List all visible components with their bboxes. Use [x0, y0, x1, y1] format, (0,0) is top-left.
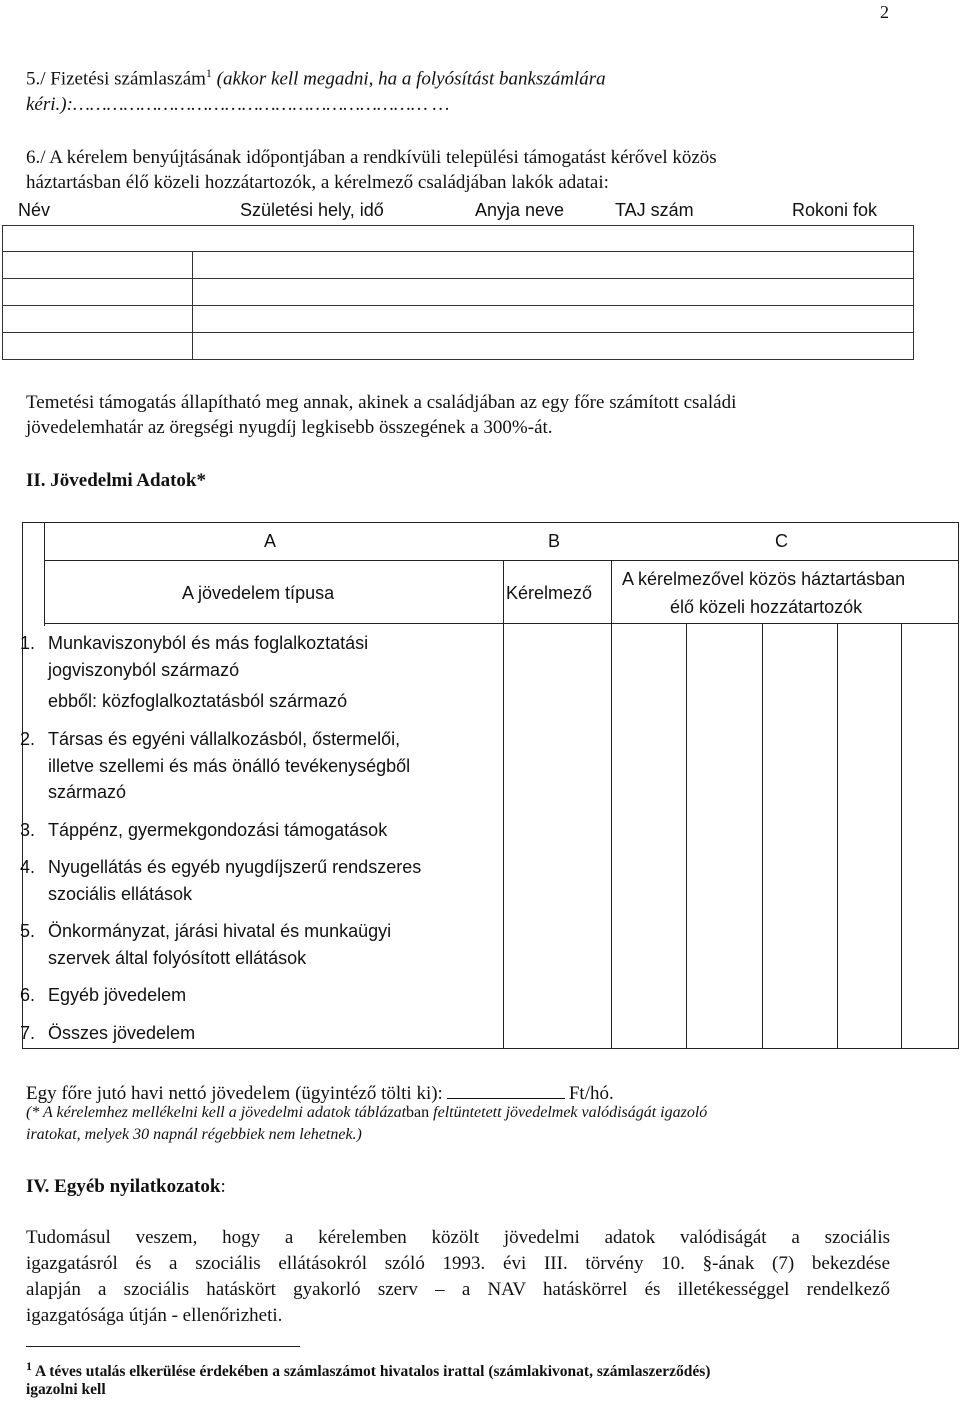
member-row[interactable] — [2, 225, 914, 252]
item5-line2: kéri.):……………………………………………………… … — [26, 94, 450, 115]
row-1-num: 1. — [20, 633, 36, 653]
member-cell[interactable] — [2, 332, 193, 360]
header-szuletesi: Születési hely, idő — [240, 200, 384, 220]
row-1-line2: jogviszonyból származó — [48, 660, 240, 680]
note-part3: feltüntetett jövedelmek valódiságát igazoló — [429, 1104, 708, 1121]
section4-title-line — [26, 1176, 226, 1198]
footnote-line1 — [26, 1359, 710, 1381]
row-1-line1: Munkaviszonyból és más foglalkoztatási — [48, 633, 369, 653]
temetesi-line1: Temetési támogatás állapítható meg annak, akinek a családjában az egy főre számított családi — [26, 392, 737, 413]
note-line2: iratokat, melyek 30 napnál régebbiek nem lehetnek.) — [26, 1126, 362, 1143]
footnote-separator — [26, 1346, 300, 1347]
footnote-ref: 1 — [205, 66, 212, 80]
footnote-line2: igazolni kell — [26, 1381, 106, 1398]
member-cell[interactable] — [2, 278, 193, 306]
col-c-header-2: élő közeli hozzátartozók — [670, 597, 863, 617]
row-2-line3: származó — [48, 782, 127, 802]
row-5-line2: szervek által folyósított ellátások — [48, 948, 307, 968]
per-capita-blank[interactable] — [447, 1080, 565, 1099]
section4-line2: igazgatásról és a szociális ellátásokról szóló 1993. évi III. törvény 10. §-ának (7) bekezdése — [26, 1253, 890, 1274]
col-letter-c: C — [775, 531, 788, 551]
note-part1: (* A kérelemhez mellékelni kell a jövedelmi adatok táblázat — [26, 1104, 407, 1121]
header-nev: Név — [18, 200, 51, 220]
member-cell[interactable] — [192, 305, 914, 333]
page-number: 2 — [880, 2, 889, 22]
row-3-line1: Táppénz, gyermekgondozási támogatások — [48, 820, 388, 840]
section4-colon: : — [220, 1176, 226, 1197]
section4-line3: alapján a szociális hatáskört gyakorló szerv – a NAV hatáskörrel és illetékességgel rendelkező — [26, 1279, 890, 1300]
section4-line4: igazgatósága útján - ellenőrizheti. — [26, 1305, 283, 1326]
row-5-line1: Önkormányzat, járási hivatal és munkaügyi — [48, 921, 392, 941]
row-7-num: 7. — [20, 1023, 36, 1043]
row-4-num: 4. — [20, 857, 36, 877]
row-6-num: 6. — [20, 985, 36, 1005]
item5-italic: (akkor kell megadni, ha a folyósítást bankszámlára — [211, 68, 606, 90]
row-1-line3: ebből: közfoglalkoztatásból származó — [48, 691, 348, 711]
row-2-line2: illetve szellemi és más önálló tevékenységből — [48, 756, 411, 776]
col-letter-b: B — [548, 531, 561, 551]
member-cell[interactable] — [2, 305, 193, 333]
row-2-num: 2. — [20, 729, 36, 749]
item6-line1: 6./ A kérelem benyújtásának időpontjában a rendkívüli települési támogatást kérővel közös — [26, 147, 717, 168]
member-cell[interactable] — [192, 251, 914, 279]
row-7-line1: Összes jövedelem — [48, 1023, 196, 1043]
section2-title: II. Jövedelmi Adatok* — [26, 470, 206, 491]
per-capita-line — [26, 1080, 614, 1105]
per-capita-unit: Ft/hó. — [568, 1083, 614, 1104]
section4-title: IV. Egyéb nyilatkozatok — [26, 1176, 221, 1197]
col-letter-a: A — [264, 531, 277, 551]
footnote-text: A téves utalás elkerülése érdekében a számlaszámot hivatalos irattal (számlakivonat, számlaszerződés) — [32, 1363, 711, 1381]
row-2-line1: Társas és egyéni vállalkozásból, őstermelői, — [48, 729, 401, 749]
row-6-line1: Egyéb jövedelem — [48, 985, 187, 1005]
row-3-num: 3. — [20, 820, 36, 840]
row-4-line2: szociális ellátások — [48, 884, 193, 904]
item5-line1 — [26, 66, 606, 90]
temetesi-line2: jövedelemhatár az öregségi nyugdíj legkisebb összegének a 300%-át. — [26, 417, 553, 438]
per-capita-label: Egy főre jutó havi nettó jövedelem (ügyintéző tölti ki): — [26, 1083, 443, 1104]
col-b-header: Kérelmező — [506, 583, 593, 603]
header-rokoni: Rokoni fok — [792, 200, 878, 220]
section4-line1: Tudomásul veszem, hogy a kérelemben közölt jövedelmi adatok valódiságát a szociális — [26, 1227, 890, 1248]
col-c-header-1: A kérelmezővel közös háztartásban — [622, 569, 906, 589]
header-taj: TAJ szám — [615, 200, 694, 220]
member-cell[interactable] — [192, 332, 914, 360]
item5-prefix: 5./ Fizetési számlaszám — [26, 68, 206, 90]
member-cell[interactable] — [2, 251, 193, 279]
member-cell[interactable] — [192, 278, 914, 306]
note-line1 — [26, 1104, 707, 1122]
item6-line2: háztartásban élő közeli hozzátartozók, a kérelmező családjában lakók adatai: — [26, 172, 609, 193]
footnote-number: 1 — [26, 1359, 32, 1373]
row-4-line1: Nyugellátás és egyéb nyugdíjszerű rendszeres — [48, 857, 422, 877]
col-a-header: A jövedelem típusa — [182, 583, 335, 603]
row-5-num: 5. — [20, 921, 36, 941]
note-part2: ban — [406, 1104, 430, 1121]
header-anyja: Anyja neve — [475, 200, 565, 220]
